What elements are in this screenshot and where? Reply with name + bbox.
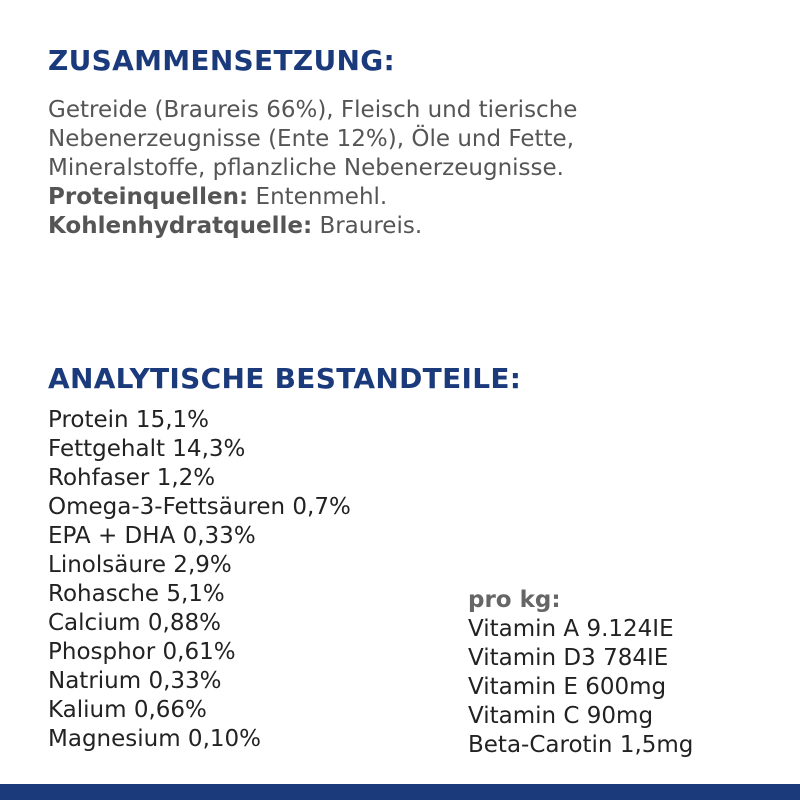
analytics-item: Rohasche 5,1%	[48, 581, 225, 607]
analytics-item: Natrium 0,33%	[48, 668, 222, 694]
carb-source-label: Kohlenhydratquelle:	[48, 213, 313, 239]
per-kg-list	[468, 615, 693, 760]
analytics-item: Rohfaser 1,2%	[48, 465, 216, 491]
vitamin-item: Beta-Carotin 1,5mg	[468, 732, 694, 758]
analytics-item: Omega-3-Fettsäuren 0,7%	[48, 494, 351, 520]
analytics-item: Calcium 0,88%	[48, 610, 221, 636]
footer-bar	[0, 784, 800, 800]
carb-source-value: Braureis.	[312, 213, 423, 239]
carb-source-line	[48, 212, 768, 241]
protein-sources-value: Entenmehl.	[248, 184, 388, 210]
per-kg-title: pro kg:	[468, 587, 561, 613]
analytics-list	[48, 406, 351, 754]
vitamin-item: Vitamin C 90mg	[468, 703, 654, 729]
protein-sources-label: Proteinquellen:	[48, 184, 249, 210]
vitamin-item: Vitamin A 9.124IE	[468, 616, 674, 642]
protein-sources-line	[48, 183, 768, 212]
analytics-item: Magnesium 0,10%	[48, 726, 261, 752]
composition-heading: ZUSAMMENSETZUNG:	[48, 44, 396, 77]
composition-line: Getreide (Braureis 66%), Fleisch und tierische	[48, 97, 578, 123]
vitamin-item: Vitamin E 600mg	[468, 674, 667, 700]
per-kg-block	[468, 586, 693, 760]
analytics-item: Phosphor 0,61%	[48, 639, 236, 665]
analytics-heading: ANALYTISCHE BESTANDTEILE:	[48, 362, 522, 395]
analytics-item: EPA + DHA 0,33%	[48, 523, 256, 549]
composition-text	[48, 96, 768, 241]
analytics-item: Linolsäure 2,9%	[48, 552, 232, 578]
vitamin-item: Vitamin D3 784IE	[468, 645, 669, 671]
analytics-item: Kalium 0,66%	[48, 697, 207, 723]
composition-line: Nebenerzeugnisse (Ente 12%), Öle und Fette,	[48, 126, 575, 152]
composition-line: Mineralstoffe, pflanzliche Nebenerzeugnisse.	[48, 155, 564, 181]
analytics-item: Fettgehalt 14,3%	[48, 436, 246, 462]
analytics-item: Protein 15,1%	[48, 407, 209, 433]
